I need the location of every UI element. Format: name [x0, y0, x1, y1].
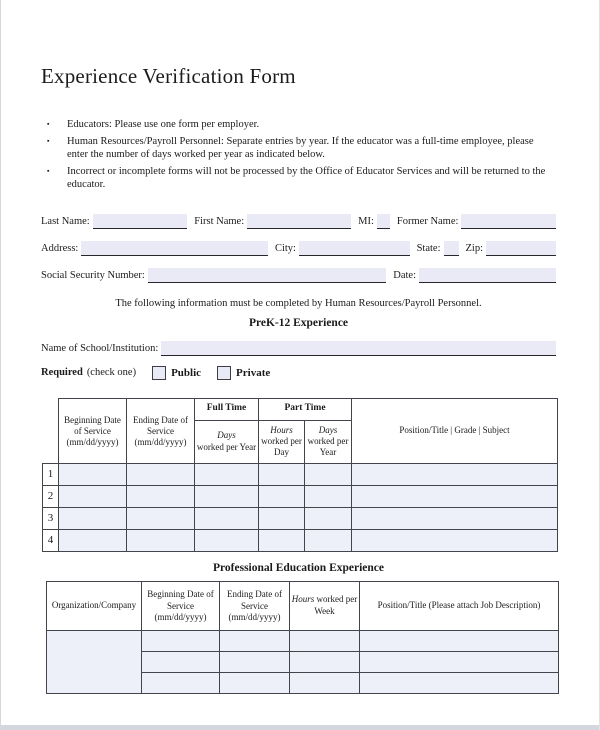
check-one-label: (check one): [86, 367, 137, 379]
cell-ending-date[interactable]: [127, 529, 195, 551]
cell-ending-date[interactable]: [127, 485, 195, 507]
bullet-icon: ▪: [47, 136, 50, 145]
public-label: Public: [171, 366, 202, 379]
col-header-hours-week: Hours worked per Week: [290, 581, 360, 630]
row-number: 1: [43, 463, 59, 485]
cell-position[interactable]: [352, 463, 558, 485]
cell-pt-days[interactable]: [305, 529, 352, 551]
city-field[interactable]: [299, 241, 410, 256]
cell-pt-days[interactable]: [305, 507, 352, 529]
name-row: [41, 208, 556, 229]
last-name-field[interactable]: [93, 214, 188, 229]
col-header-beginning-date: Beginning Date of Service (mm/dd/yyyy): [59, 398, 127, 463]
cell-beginning-date[interactable]: [59, 485, 127, 507]
private-label: Private: [236, 366, 271, 379]
address-row: [41, 235, 556, 256]
bullet-icon: ▪: [47, 120, 50, 129]
cell-ending-date[interactable]: [127, 507, 195, 529]
state-label: State:: [416, 242, 441, 254]
required-label: Required: [41, 367, 83, 379]
col-header-pt-days: Days worked per Year: [305, 420, 352, 463]
cell-ending-date[interactable]: [220, 672, 290, 693]
school-field[interactable]: [161, 341, 556, 356]
ssn-row: [41, 262, 556, 283]
cell-pt-hours[interactable]: [259, 507, 305, 529]
city-label: City:: [274, 242, 296, 254]
col-header-organization: Organization/Company: [47, 581, 142, 630]
col-header-beginning-date: Beginning Date of Service (mm/dd/yyyy): [142, 581, 220, 630]
row-number: 3: [43, 507, 59, 529]
mi-label: MI:: [358, 215, 374, 227]
professional-section-title: Professional Education Experience: [212, 561, 384, 574]
hr-note: The following information must be completed by Human Resources/Payroll Personnel.: [115, 297, 482, 309]
header-spacer: [43, 398, 59, 463]
cell-ending-date[interactable]: [127, 463, 195, 485]
row-number: 4: [43, 529, 59, 551]
ssn-label: Social Security Number:: [41, 269, 145, 281]
list-item: [41, 118, 556, 132]
list-item: [41, 135, 556, 162]
ssn-field[interactable]: [148, 268, 386, 283]
table-row: [47, 630, 559, 651]
cell-position[interactable]: [352, 485, 558, 507]
date-field[interactable]: [419, 268, 556, 283]
cell-pt-hours[interactable]: [259, 463, 305, 485]
private-checkbox[interactable]: [217, 366, 231, 380]
cell-position[interactable]: [352, 507, 558, 529]
table-row: [43, 485, 558, 507]
address-label: Address:: [41, 242, 79, 254]
cell-beginning-date[interactable]: [142, 630, 220, 651]
col-header-ft-days: Days worked per Year: [195, 420, 259, 463]
cell-position[interactable]: [360, 630, 559, 651]
instruction-text: Educators: Please use one form per employer.: [67, 119, 260, 131]
prek12-section-title: PreK-12 Experience: [248, 316, 349, 329]
school-row: [41, 336, 556, 356]
cell-pt-hours[interactable]: [259, 529, 305, 551]
cell-pt-days[interactable]: [305, 485, 352, 507]
cell-ft-days[interactable]: [195, 463, 259, 485]
col-header-ending-date: Ending Date of Service (mm/dd/yyyy): [220, 581, 290, 630]
date-label: Date:: [393, 269, 416, 281]
personal-info-fields: [41, 208, 556, 283]
cell-ft-days[interactable]: [195, 507, 259, 529]
row-number: 2: [43, 485, 59, 507]
professional-table: [46, 581, 559, 694]
former-name-field[interactable]: [461, 214, 556, 229]
cell-position[interactable]: [360, 672, 559, 693]
cell-position[interactable]: [360, 651, 559, 672]
cell-position[interactable]: [352, 529, 558, 551]
cell-beginning-date[interactable]: [59, 463, 127, 485]
col-header-position: Position/Title | Grade | Subject: [352, 398, 558, 463]
table-row: [43, 507, 558, 529]
cell-hours-week[interactable]: [290, 651, 360, 672]
prek12-table: [42, 398, 558, 552]
school-label: Name of School/Institution:: [41, 342, 159, 354]
mi-field[interactable]: [377, 214, 390, 229]
table-row: [43, 463, 558, 485]
first-name-field[interactable]: [247, 214, 351, 229]
first-name-label: First Name:: [194, 215, 245, 227]
instruction-text: Incorrect or incomplete forms will not be processed by the Office of Educator Services and will be returned to the educator.: [67, 165, 546, 191]
cell-beginning-date[interactable]: [59, 529, 127, 551]
cell-pt-days[interactable]: [305, 463, 352, 485]
cell-organization[interactable]: [47, 630, 142, 693]
cell-hours-week[interactable]: [290, 672, 360, 693]
cell-ft-days[interactable]: [195, 485, 259, 507]
cell-beginning-date[interactable]: [59, 507, 127, 529]
public-checkbox[interactable]: [152, 366, 166, 380]
instructions-list: [41, 118, 556, 192]
cell-hours-week[interactable]: [290, 630, 360, 651]
former-name-label: Former Name:: [396, 215, 459, 227]
cell-ft-days[interactable]: [195, 529, 259, 551]
last-name-label: Last Name:: [41, 215, 90, 227]
list-item: [41, 165, 556, 192]
state-field[interactable]: [444, 241, 459, 256]
zip-label: Zip:: [465, 242, 483, 254]
col-header-position: Position/Title (Please attach Job Description): [360, 581, 559, 630]
table-row: [43, 529, 558, 551]
cell-beginning-date[interactable]: [142, 672, 220, 693]
cell-ending-date[interactable]: [220, 651, 290, 672]
col-group-part-time: Part Time: [259, 398, 352, 420]
instruction-text: Human Resources/Payroll Personnel: Separate entries by year. If the educator was a full-time employee, please enter the number of days worked per year as indicated below.: [67, 135, 534, 161]
page-title: Experience Verification Form: [41, 64, 296, 88]
cell-ending-date[interactable]: [220, 630, 290, 651]
bullet-icon: ▪: [47, 166, 50, 175]
cell-pt-hours[interactable]: [259, 485, 305, 507]
cell-beginning-date[interactable]: [142, 651, 220, 672]
required-row: [41, 365, 556, 381]
col-group-full-time: Full Time: [195, 398, 259, 420]
col-header-pt-hours: Hours worked per Day: [259, 420, 305, 463]
address-field[interactable]: [81, 241, 268, 256]
zip-field[interactable]: [486, 241, 556, 256]
col-header-ending-date: Ending Date of Service (mm/dd/yyyy): [127, 398, 195, 463]
